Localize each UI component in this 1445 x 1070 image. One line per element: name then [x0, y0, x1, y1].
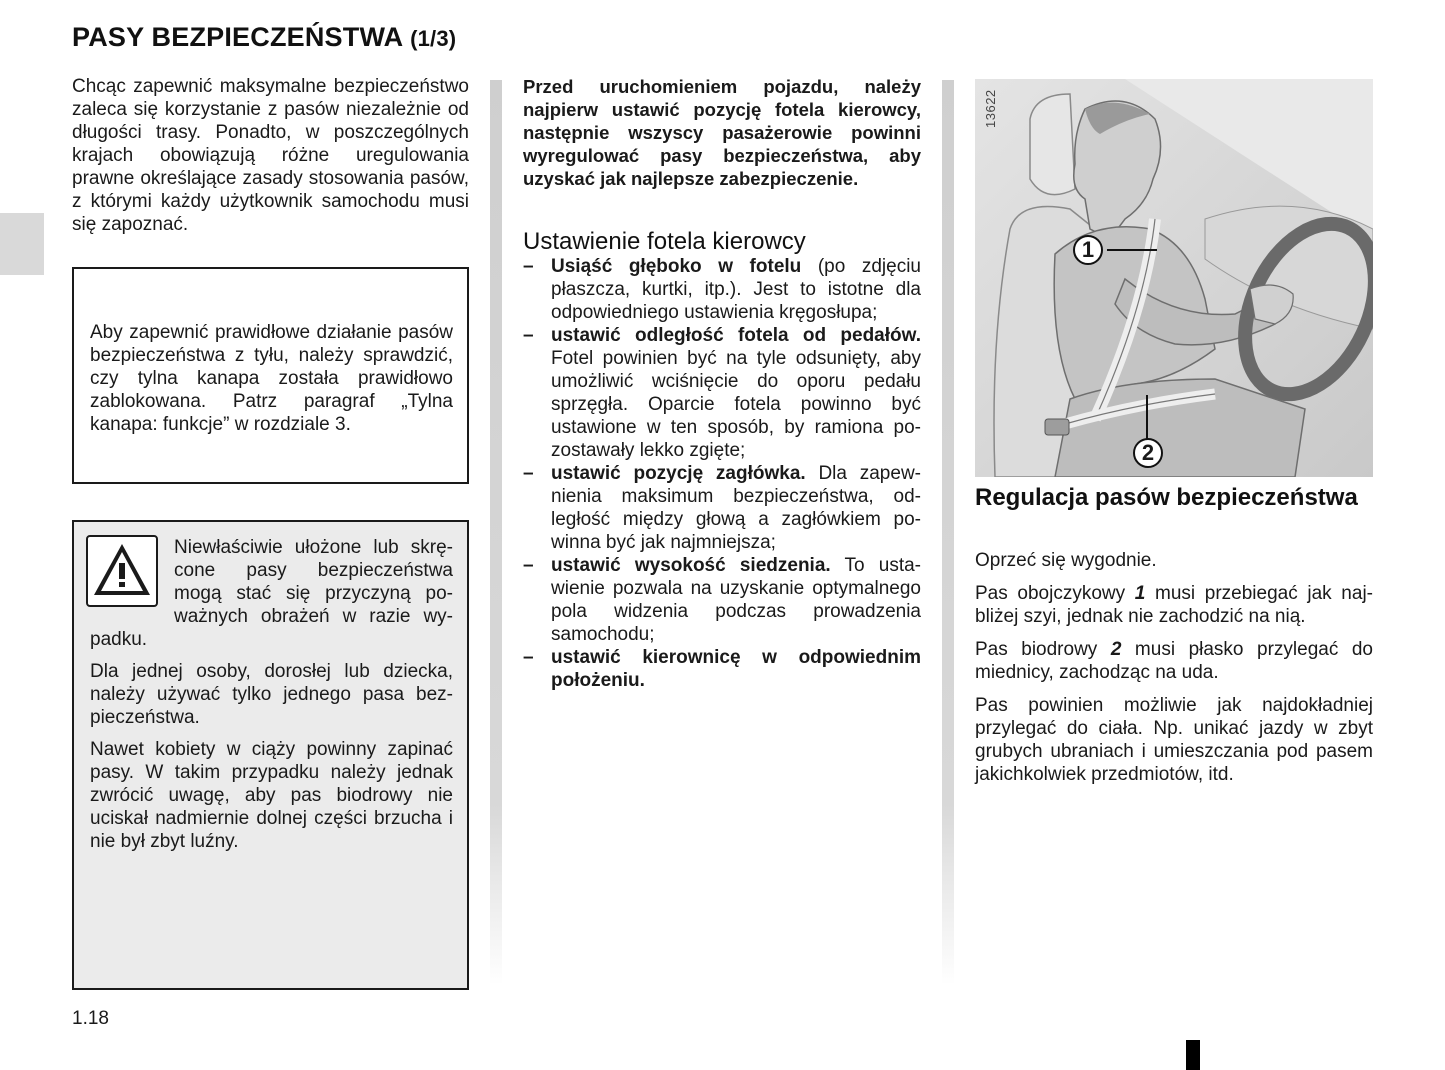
warning-triangle-icon	[86, 535, 158, 607]
warning-paragraph-3: Nawet kobiety w ciąży powinny zapinać pasy. W takim przypadku należy jednak zwrócić uwagę, aby pas biodrowy nie uciskał nadmiernie dolnej części brzucha i nie był zbyt luźny.	[90, 739, 453, 852]
column-divider-left	[490, 80, 502, 985]
section-heading-seat: Ustawienie fotela kierowcy	[523, 228, 806, 255]
column-divider-right	[942, 80, 954, 985]
info-box-text: Aby zapewnić prawidłowe działanie pasów bezpieczeństwa z tyłu, należy sprawdzić, czy tylna kanapa została prawidłowo zablokowana. Patrz paragraf „Tylna kanapa: funkcje” w rozdziale 3.	[90, 322, 453, 435]
list-item: – ustawić kierownicę w odpowiednim położeniu.	[523, 646, 921, 692]
figure-code: 13622	[983, 89, 998, 128]
callout-1-label: 1	[1081, 237, 1095, 262]
warning-paragraph-2: Dla jednej osoby, dorosłej lub dziecka, należy używać tylko jednego pasa bezpieczeństwa.	[90, 661, 453, 728]
section-heading-belt-adjust: Regulacja pasów bezpieczeństwa	[975, 484, 1358, 511]
section-end-mark	[1186, 1040, 1200, 1070]
page-title-suffix: (1/3)	[410, 26, 457, 51]
seatbelt-illustration	[975, 79, 1373, 477]
warning-paragraph-1: Niewłaściwie ułożone lub skręcone pasy bezpieczeństwa mogą stać się przyczyną poważnych obrażeń w razie wypadku.	[90, 537, 453, 650]
list-item: – ustawić pozycję zagłówka. Dla zapewnienia maksimum bezpieczeństwa, odległość między głową a zagłówkiem powinna być jak najmniejsza;	[523, 462, 921, 554]
belt-adjust-text	[975, 549, 1373, 796]
belt-paragraph-4: Pas powinien możliwie jak najdokładniej przylegać do ciała. Np. unikać jazdy w zbyt grubych ubraniach i umieszczania pod pasem jakichkolwiek przedmiotów, itd.	[975, 695, 1373, 785]
list-item: – Usiąść głęboko w fotelu (po zdjęciu płaszcza, kurtki, itp.). Jest to istotne dla odpowiedniego ustawienia kręgosłupa;	[523, 255, 921, 324]
list-item: – ustawić odległość fotela od pedałów. Fotel powinien być na tyle odsunięty, aby umożliwić wciśnięcie do oporu pedału sprzęgła. Oparcie fotela powinno być ustawione w ten sposób, by ramiona pozostawały lekko zgięte;	[523, 324, 921, 462]
intro-paragraph: Chcąc zapewnić maksymalne bezpieczeństwo zaleca się korzystanie z pasów niezależnie od długości trasy. Ponadto, w poszczególnych krajach obowiązują różne uregulowania prawne określające zasady stosowania pasów, z którymi każdy użytkownik samochodu musi się zapoznać.	[72, 76, 469, 235]
page-number: 1.18	[72, 1008, 109, 1029]
callout-2-label: 2	[1141, 440, 1155, 465]
middle-bold-intro: Przed uruchomieniem pojazdu, należy najpierw ustawić pozycję fotela kierowcy, następnie wszyscy pasażerowie powinni wyregulować pasy bezpieczeństwa, aby uzyskać jak najlepsze zabezpieczenie.	[523, 76, 921, 189]
page-title-text: PASY BEZPIECZEŃSTWA	[72, 22, 403, 52]
belt-paragraph-3: Pas biodrowy 2 musi płasko przylegać do miednicy, zachodząc na uda.	[975, 639, 1373, 683]
callout-2-badge	[1133, 438, 1163, 468]
chapter-tab-marker	[0, 213, 44, 275]
seat-adjust-list	[523, 255, 921, 692]
warning-box	[72, 520, 469, 990]
page-title	[72, 22, 456, 53]
belt-paragraph-2: Pas obojczykowy 1 musi przebiegać jak najbliżej szyi, jednak nie zachodzić na nią.	[975, 583, 1373, 627]
info-box	[72, 267, 469, 484]
list-item: – ustawić wysokość siedzenia. To ustawienie pozwala na uzyskanie optymalnego pola widzenia podczas prowadzenia samochodu;	[523, 554, 921, 646]
callout-1-badge	[1073, 235, 1103, 265]
belt-paragraph-1: Oprzeć się wygodnie.	[975, 550, 1157, 571]
